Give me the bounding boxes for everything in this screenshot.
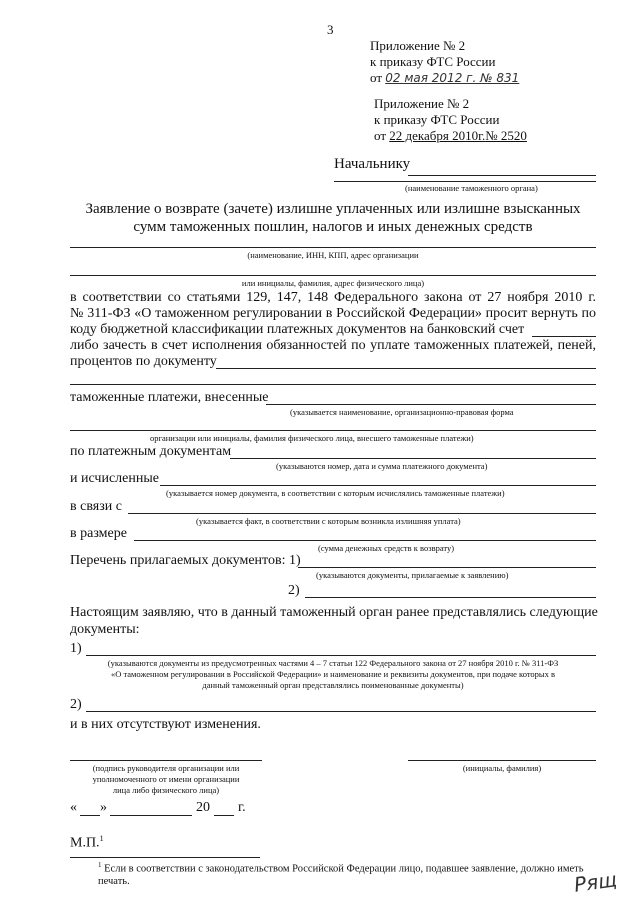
date-open-quote: « [70,800,77,815]
approval-1-line2: к приказу ФТС России [370,54,496,69]
prev-line-2[interactable] [86,711,596,712]
amount-line[interactable] [134,540,596,541]
caption-attached: (указываются документы, прилагаемые к заявлению) [316,570,509,580]
caption-amount: (сумма денежных средств к возврату) [318,543,455,553]
caption-signer-3: лица либо физического лица) [112,785,220,795]
payment-docs-label: по платежным документам [70,444,232,459]
amount-label: в размере [70,526,127,541]
calc-line[interactable] [160,485,596,486]
form-title-line1: Заявление о возврате (зачете) излишне уплаченных или излишне взысканных [85,201,581,217]
form-title-line2: сумм таможенных пошлин, налогов и иных денежных средств [133,219,533,235]
document-line-2[interactable] [70,384,596,385]
footnote-line2: печать. [98,876,130,887]
attached-line-2[interactable] [305,597,596,598]
caption-prev-2: «О таможенном регулировании в Российской Федерации» и наименование и реквизиты документов, при подаче которых в [110,669,556,679]
stamp-text: М.П. [70,835,100,851]
attached-item-2: 2) [288,583,300,598]
initials-line[interactable] [408,760,596,761]
payment-docs-line[interactable] [230,458,596,459]
date-year-line[interactable] [214,815,234,816]
date-year-prefix: 20 [196,800,210,815]
bank-account-line[interactable] [532,336,596,337]
approval-1-from: от [370,70,383,85]
payments-line[interactable] [266,404,596,405]
caption-payment-docs: (указываются номер, дата и сумма платежного документа) [276,461,488,471]
body-p1-line3: коду бюджетной классификации платежных документов на банковский счет [70,322,525,337]
caption-prev-3: данный таможенный орган представлялись поименованные документы) [202,680,464,690]
date-year-suffix: г. [238,800,246,815]
declare-line2: документы: [70,622,140,637]
caption-signer-1: (подпись руководителя организации или [92,763,240,773]
caption-calc: (указывается номер документа, в соответствии с которым исчислялись таможенные платежи) [166,488,505,498]
caption-signer-2: уполномоченного от имени организации [92,774,240,784]
declare-line1: Настоящим заявляю, что в данный таможенный орган ранее представлялись следующие [70,605,598,620]
applicant-org-line[interactable] [70,247,596,248]
applicant-person-line[interactable] [70,275,596,276]
page-number: 3 [327,22,334,37]
prev-item-1: 1) [70,641,82,656]
document-line[interactable] [216,368,596,369]
stamp-label [70,834,104,852]
date-month-line[interactable] [110,815,192,816]
footnote-line1 [98,861,584,875]
caption-reason: (указывается факт, в соответствии с которым возникла излишняя уплата) [196,516,461,526]
approval-1-line3 [370,70,519,86]
reason-line[interactable] [128,513,596,514]
prev-item-2: 2) [70,697,82,712]
payments-org-line[interactable] [70,430,596,431]
caption-prev-1: (указываются документы из предусмотренных частями 4 – 7 статьи 122 Федерального закона от 27 ноября 2010 г. № 311-ФЗ [107,658,559,668]
stamp-footnote-mark: 1 [99,834,104,843]
addressee-line-2[interactable] [334,181,596,182]
payments-label: таможенные платежи, внесенные [70,390,269,405]
addressee-caption: (наименование таможенного органа) [405,183,538,193]
calc-label: и исчисленные [70,471,159,486]
addressee-label: Начальнику [334,156,411,172]
approval-2-from: от [374,128,387,143]
prev-line-1[interactable] [86,655,596,656]
footnote-text-1: Если в соответствии с законодательством Российской Федерации лицо, подавшее заявление, должно иметь [104,863,584,875]
approval-2-date: 22 декабря 2010г. [389,128,486,143]
caption-payments-name: (указывается наименование, организационно-правовая форма [290,407,514,417]
addressee-line[interactable] [408,175,596,176]
approval-1-line1: Приложение № 2 [370,38,466,53]
body-p1-line5: процентов по документу [70,354,217,369]
attached-line-1[interactable] [298,567,596,568]
approval-2-line3 [374,128,527,144]
body-p1-line1: в соответствии со статьями 129, 147, 148 Федерального закона от 27 ноября 2010 г. [70,290,596,305]
caption-payments-org: организации или инициалы, фамилия физического лица, внесшего таможенные платежи) [150,433,474,443]
handwritten-signature: Рящ [572,867,619,897]
caption-person: или инициалы, фамилия, адрес физического лица) [241,278,425,288]
date-close-quote: » [100,800,107,815]
approval-1-handwritten-date: 02 мая 2012 г. № 831 [385,71,520,85]
body-p1-line4: либо зачесть в счет исполнения обязанностей по уплате таможенных платежей, пеней, [70,338,596,353]
approval-2-line2: к приказу ФТС России [374,112,500,127]
reason-label: в связи с [70,499,122,514]
date-day-line[interactable] [80,815,100,816]
caption-org: (наименование, ИНН, КПП, адрес организации [247,250,419,260]
attached-label: Перечень прилагаемых документов: 1) [70,553,301,568]
caption-initials: (инициалы, фамилия) [462,763,542,773]
approval-2-number: № 2520 [485,128,527,143]
body-p1-line2: № 311-ФЗ «О таможенном регулировании в Российской Федерации» просит вернуть по [70,306,596,321]
approval-2-line1: Приложение № 2 [374,96,470,111]
footnote-separator [70,857,260,858]
footnote-mark: 1 [98,861,102,869]
no-changes-text: и в них отсутствуют изменения. [70,717,261,732]
signature-line[interactable] [70,760,262,761]
